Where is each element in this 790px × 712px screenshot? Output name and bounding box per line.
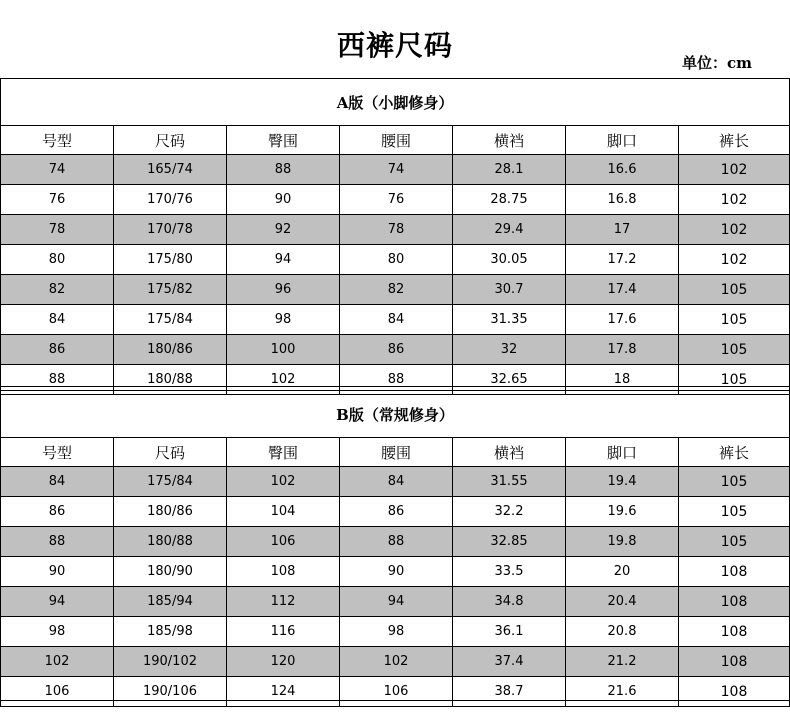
cell-hip: 102 [227, 467, 340, 497]
table-row [1, 305, 790, 335]
column-header-waist: 腰围 [340, 126, 453, 155]
cell-size-code: 106 [1, 677, 114, 707]
table-row [1, 497, 790, 527]
cell-length: 105 [679, 365, 790, 395]
cell-size-code: 84 [1, 305, 114, 335]
cell-waist: 80 [340, 245, 453, 275]
cell-size: 190/102 [114, 647, 227, 677]
cell-size-code: 84 [1, 467, 114, 497]
cell-size-code: 86 [1, 335, 114, 365]
cell-thigh: 29.4 [453, 215, 566, 245]
column-header-hip: 臀围 [227, 438, 340, 467]
cell-waist: 88 [340, 365, 453, 395]
column-header-leg-opening: 脚口 [566, 438, 679, 467]
cell-waist: 84 [340, 467, 453, 497]
cell-size-code: 78 [1, 215, 114, 245]
cell-size: 175/84 [114, 305, 227, 335]
column-header-size: 尺码 [114, 438, 227, 467]
header-row [1, 126, 790, 155]
cell-thigh: 32.2 [453, 497, 566, 527]
column-header-size-code: 号型 [1, 126, 114, 155]
cell-leg-opening: 20 [566, 557, 679, 587]
cell-leg-opening: 16.8 [566, 185, 679, 215]
table-row [1, 335, 790, 365]
section-title: B版（常规修身） [1, 391, 790, 438]
cell-waist: 82 [340, 275, 453, 305]
cell-thigh: 30.05 [453, 245, 566, 275]
cell-size: 190/106 [114, 677, 227, 707]
cell-size-code: 90 [1, 557, 114, 587]
column-header-hip: 臀围 [227, 126, 340, 155]
cell-leg-opening: 20.4 [566, 587, 679, 617]
cell-size: 185/98 [114, 617, 227, 647]
cell-thigh: 28.75 [453, 185, 566, 215]
cell-size-code: 98 [1, 617, 114, 647]
cell-leg-opening: 17.2 [566, 245, 679, 275]
cell-size-code: 102 [1, 647, 114, 677]
cell-leg-opening: 17.4 [566, 275, 679, 305]
cell-hip: 106 [227, 527, 340, 557]
cell-leg-opening: 17.8 [566, 335, 679, 365]
cell-length: 105 [679, 305, 790, 335]
cell-size: 180/86 [114, 335, 227, 365]
cell-leg-opening: 17 [566, 215, 679, 245]
cell-length: 108 [679, 677, 790, 707]
size-table-a [0, 78, 790, 395]
cell-length: 102 [679, 185, 790, 215]
size-table-b [0, 390, 790, 707]
page-title: 西裤尺码 [336, 29, 453, 62]
cell-length: 105 [679, 497, 790, 527]
cell-thigh: 28.1 [453, 155, 566, 185]
cell-size: 180/88 [114, 365, 227, 395]
cell-thigh: 37.4 [453, 647, 566, 677]
section-divider [0, 386, 789, 387]
cell-size: 170/78 [114, 215, 227, 245]
cell-waist: 76 [340, 185, 453, 215]
cell-hip: 98 [227, 305, 340, 335]
cell-size: 175/84 [114, 467, 227, 497]
table-row [1, 155, 790, 185]
column-header-thigh: 横裆 [453, 126, 566, 155]
cell-size-code: 80 [1, 245, 114, 275]
cell-length: 102 [679, 245, 790, 275]
section-divider [0, 700, 789, 701]
cell-length: 108 [679, 617, 790, 647]
cell-waist: 98 [340, 617, 453, 647]
cell-length: 105 [679, 275, 790, 305]
cell-thigh: 33.5 [453, 557, 566, 587]
cell-waist: 102 [340, 647, 453, 677]
cell-waist: 90 [340, 557, 453, 587]
cell-leg-opening: 19.4 [566, 467, 679, 497]
cell-length: 102 [679, 155, 790, 185]
cell-hip: 94 [227, 245, 340, 275]
cell-waist: 86 [340, 335, 453, 365]
cell-size: 180/90 [114, 557, 227, 587]
cell-hip: 100 [227, 335, 340, 365]
cell-hip: 124 [227, 677, 340, 707]
section-title-row [1, 79, 790, 126]
cell-leg-opening: 21.6 [566, 677, 679, 707]
cell-waist: 88 [340, 527, 453, 557]
column-header-leg-opening: 脚口 [566, 126, 679, 155]
cell-size-code: 76 [1, 185, 114, 215]
table-row [1, 467, 790, 497]
cell-hip: 102 [227, 365, 340, 395]
table-row [1, 557, 790, 587]
cell-hip: 96 [227, 275, 340, 305]
cell-size: 180/88 [114, 527, 227, 557]
cell-thigh: 38.7 [453, 677, 566, 707]
cell-hip: 108 [227, 557, 340, 587]
table-row [1, 617, 790, 647]
section-title: A版（小脚修身） [1, 79, 790, 126]
column-header-waist: 腰围 [340, 438, 453, 467]
cell-size-code: 82 [1, 275, 114, 305]
cell-waist: 106 [340, 677, 453, 707]
cell-size: 170/76 [114, 185, 227, 215]
unit-label: 单位：cm [681, 54, 752, 72]
cell-size-code: 74 [1, 155, 114, 185]
cell-leg-opening: 20.8 [566, 617, 679, 647]
cell-thigh: 31.55 [453, 467, 566, 497]
cell-waist: 84 [340, 305, 453, 335]
cell-leg-opening: 18 [566, 365, 679, 395]
section-title-row [1, 391, 790, 438]
table-row [1, 587, 790, 617]
cell-thigh: 36.1 [453, 617, 566, 647]
cell-length: 108 [679, 647, 790, 677]
cell-thigh: 32.85 [453, 527, 566, 557]
cell-size: 175/80 [114, 245, 227, 275]
cell-thigh: 31.35 [453, 305, 566, 335]
cell-size: 165/74 [114, 155, 227, 185]
cell-hip: 90 [227, 185, 340, 215]
column-header-size: 尺码 [114, 126, 227, 155]
cell-leg-opening: 17.6 [566, 305, 679, 335]
cell-size: 185/94 [114, 587, 227, 617]
cell-waist: 74 [340, 155, 453, 185]
column-header-size-code: 号型 [1, 438, 114, 467]
cell-length: 102 [679, 215, 790, 245]
cell-hip: 104 [227, 497, 340, 527]
cell-length: 108 [679, 587, 790, 617]
column-header-length: 裤长 [679, 126, 790, 155]
cell-hip: 112 [227, 587, 340, 617]
cell-thigh: 34.8 [453, 587, 566, 617]
column-header-length: 裤长 [679, 438, 790, 467]
column-header-thigh: 横裆 [453, 438, 566, 467]
cell-size: 175/82 [114, 275, 227, 305]
cell-size-code: 94 [1, 587, 114, 617]
cell-size: 180/86 [114, 497, 227, 527]
cell-length: 108 [679, 557, 790, 587]
cell-waist: 94 [340, 587, 453, 617]
cell-thigh: 32.65 [453, 365, 566, 395]
cell-leg-opening: 16.6 [566, 155, 679, 185]
cell-waist: 86 [340, 497, 453, 527]
cell-size-code: 86 [1, 497, 114, 527]
table-row [1, 647, 790, 677]
table-row [1, 185, 790, 215]
cell-size-code: 88 [1, 527, 114, 557]
table-row [1, 245, 790, 275]
cell-leg-opening: 19.8 [566, 527, 679, 557]
cell-hip: 120 [227, 647, 340, 677]
cell-leg-opening: 21.2 [566, 647, 679, 677]
table-row [1, 527, 790, 557]
cell-length: 105 [679, 467, 790, 497]
cell-thigh: 30.7 [453, 275, 566, 305]
cell-size-code: 88 [1, 365, 114, 395]
cell-hip: 116 [227, 617, 340, 647]
table-row [1, 677, 790, 707]
table-row [1, 275, 790, 305]
cell-length: 105 [679, 335, 790, 365]
table-row [1, 215, 790, 245]
cell-hip: 88 [227, 155, 340, 185]
cell-waist: 78 [340, 215, 453, 245]
header-row [1, 438, 790, 467]
cell-thigh: 32 [453, 335, 566, 365]
cell-hip: 92 [227, 215, 340, 245]
cell-length: 105 [679, 527, 790, 557]
cell-leg-opening: 19.6 [566, 497, 679, 527]
